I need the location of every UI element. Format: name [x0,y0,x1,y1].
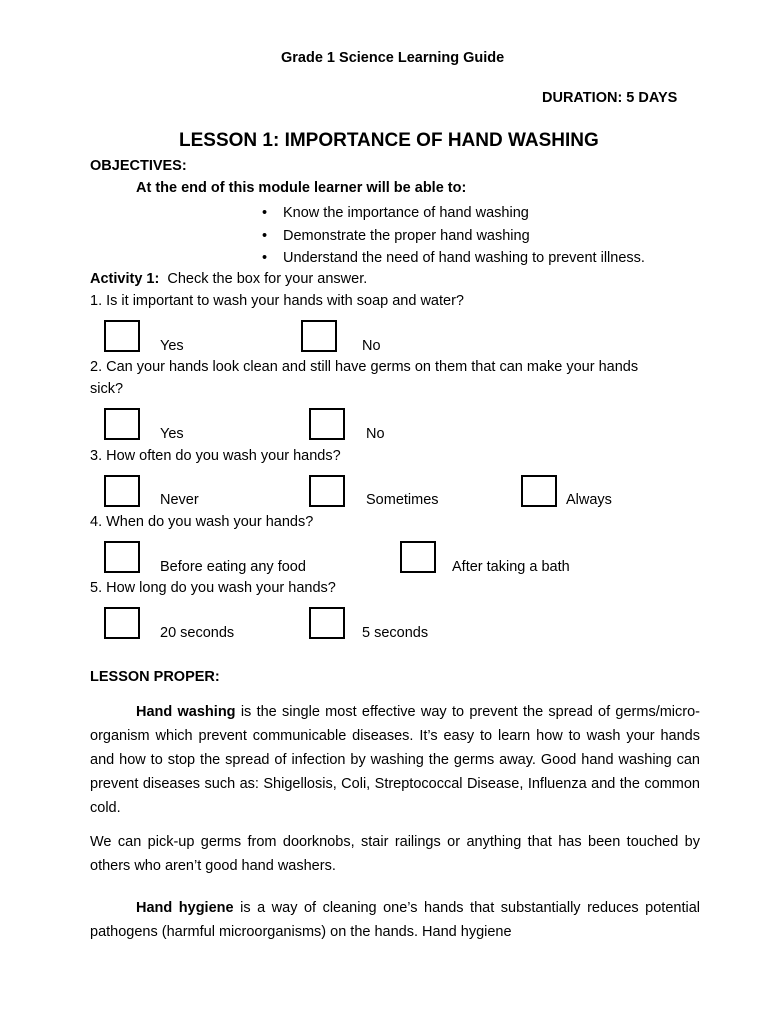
checkbox-q3-sometimes[interactable] [309,475,345,507]
checkbox-q3-never[interactable] [104,475,140,507]
activity-instruction: Check the box for your answer. [167,271,368,287]
question-3: 3. How often do you wash your hands? [90,448,341,464]
option-label: No [362,338,381,354]
option-label: 20 seconds [160,625,235,641]
option-label: Never [160,492,199,508]
paragraph-germs: We can pick-up germs from doorknobs, stair railings or anything that has been touched by others who aren’t good hand washers. [90,834,700,874]
objective-item: • Know the importance of hand washing [262,205,529,221]
lesson-proper-heading: LESSON PROPER: [90,669,220,685]
checkbox-q2-no[interactable] [309,408,345,440]
term-hand-hygiene: Hand hygiene [136,900,234,916]
checkbox-q2-yes[interactable] [104,408,140,440]
objectives-heading: OBJECTIVES: [90,158,187,174]
checkbox-q5-5-seconds[interactable] [309,607,345,639]
question-2: 2. Can your hands look clean and still have germs on them that can make your hands [90,359,639,375]
term-hand-washing: Hand washing [136,704,236,720]
checkbox-q4-before-eating[interactable] [104,541,140,573]
option-label: No [366,426,385,442]
paragraph-text: is the single most effective way to prevent the spread of germs/micro-organism which prevent communicable diseases. It’s easy to learn how to wash your hands and how to stop the spread of infection by washing the germs away. Good hand washing can prevent diseases such as: Shigellosis, Coli, Streptococcal Disease, Influenza and the common cold. [90,704,700,816]
objectives-list [262,202,645,270]
question-1: 1. Is it important to wash your hands with soap and water? [90,293,464,309]
checkbox-q1-yes[interactable] [104,320,140,352]
option-label: After taking a bath [452,559,570,575]
question-4: 4. When do you wash your hands? [90,514,314,530]
checkbox-q3-always[interactable] [521,475,557,507]
option-label: Always [566,492,612,508]
checkbox-q1-no[interactable] [301,320,337,352]
guide-title: Grade 1 Science Learning Guide [281,50,505,66]
option-label: Before eating any food [160,559,306,575]
duration-label: DURATION: 5 DAYS [542,90,678,106]
lesson-title: LESSON 1: IMPORTANCE OF HAND WASHING [179,130,599,151]
objective-item: • Demonstrate the proper hand washing [262,227,530,244]
activity-instruction-line [90,271,367,287]
paragraph-text: is a way of cleaning one’s hands that substantially reduces potential pathogens (harmful microorganisms) on the hands. Hand hygiene [90,900,700,940]
question-2-continued: sick? [90,381,124,397]
option-label: Yes [160,426,184,442]
activity-label: Activity 1: [90,271,160,287]
checkbox-q4-after-bath[interactable] [400,541,436,573]
option-label: 5 seconds [362,625,429,641]
question-5: 5. How long do you wash your hands? [90,580,336,596]
objective-item: • Understand the need of hand washing to prevent illness. [262,250,645,266]
option-label: Sometimes [366,492,439,508]
objectives-intro: At the end of this module learner will be able to: [136,180,467,196]
option-label: Yes [160,338,184,354]
checkbox-q5-20-seconds[interactable] [104,607,140,639]
paragraph-hand-hygiene [90,896,700,944]
paragraph-hand-washing [90,700,700,820]
